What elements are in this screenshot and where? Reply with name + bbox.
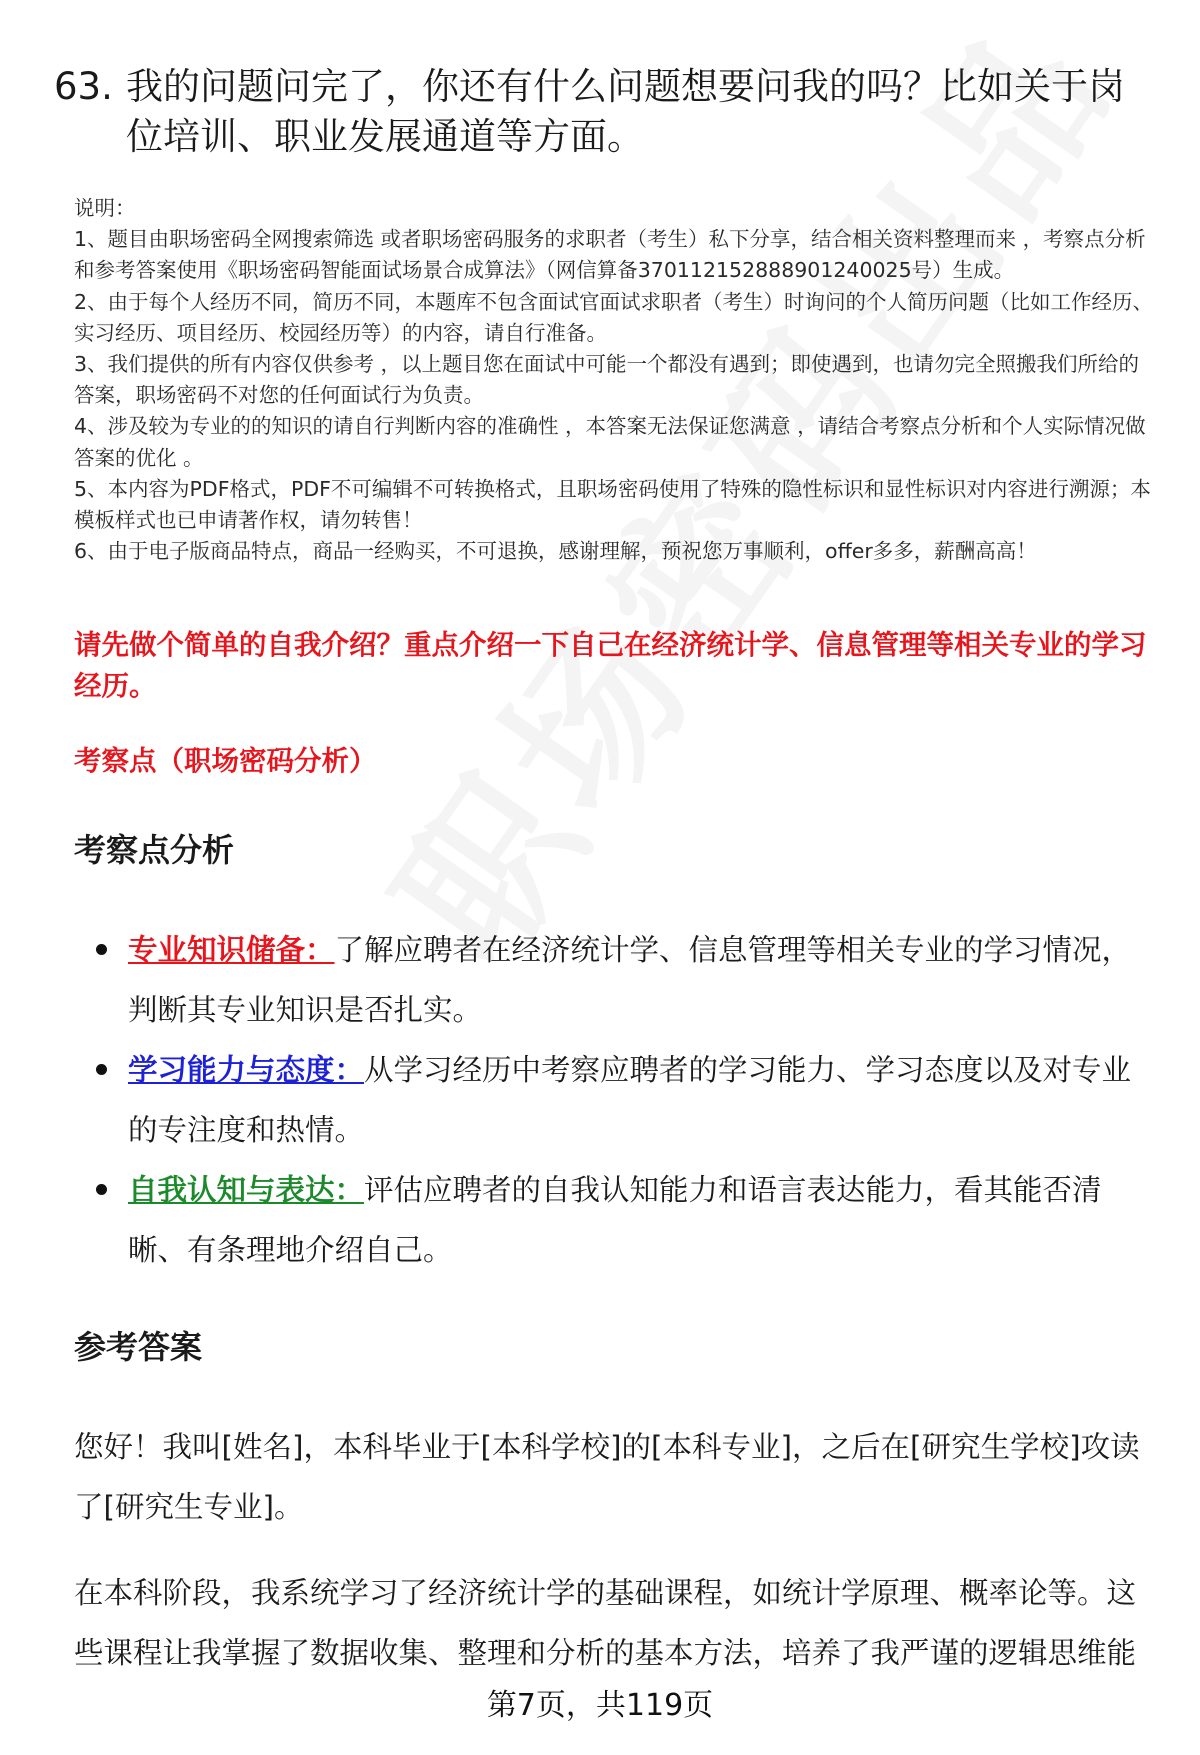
analysis-points [96, 920, 1156, 1280]
list-item [96, 1040, 1156, 1160]
question-title [54, 62, 1154, 162]
bullet-icon [96, 1064, 107, 1075]
analysis-heading: 考察点分析 [74, 831, 235, 869]
point-text: 了解应聘者在经济统计学、信息管理等相关专业的学习情况，判断其专业知识是否扎实。 [128, 933, 1132, 1027]
list-item [96, 920, 1156, 1040]
point-key: 专业知识储备： [128, 933, 335, 967]
page-number: 第7页，共119页 [486, 1688, 714, 1723]
note-item: 4、涉及较为专业的的知识的请自行判断内容的准确性 ，本答案无法保证您满意 ，请结合考察点分析和个人实际情况做答案的优化 。 [74, 414, 1146, 470]
note-item: 2、由于每个人经历不同，简历不同，本题库不包含面试官面试求职者（考生）时询问的个人简历问题（比如工作经历、实习经历、项目经历、校园经历等）的内容，请自行准备。 [74, 289, 1154, 345]
notes-heading: 说明： [74, 196, 136, 220]
answer-paragraph: 您好！我叫[姓名]，本科毕业于[本科学校]的[本科专业]，之后在[研究生学校]攻读了[研究生专业]。 [74, 1430, 1140, 1524]
point-key: 自我认知与表达： [128, 1173, 365, 1207]
point-text: 评估应聘者的自我认知能力和语言表达能力，看其能否清晰、有条理地介绍自己。 [128, 1173, 1102, 1267]
analysis-subheading: 考察点（职场密码分析） [74, 745, 377, 777]
bullet-icon [96, 944, 107, 955]
note-item: 3、我们提供的所有内容仅供参考 ，以上题目您在面试中可能一个都没有遇到；即使遇到，也请勿完全照搬我们所给的答案，职场密码不对您的任何面试行为负责。 [74, 352, 1140, 408]
note-item: 5、本内容为PDF格式，PDF不可编辑不可转换格式，且职场密码使用了特殊的隐性标识和显性标识对内容进行溯源；本模板样式也已申请著作权，请勿转售！ [74, 476, 1151, 533]
point-text: 从学习经历中考察应聘者的学习能力、学习态度以及对专业的专注度和热情。 [128, 1053, 1132, 1147]
interview-question: 请先做个简单的自我介绍？重点介绍一下自己在经济统计学、信息管理等相关专业的学习经历。 [74, 629, 1147, 702]
list-item [96, 1160, 1156, 1280]
notes-block [74, 193, 1159, 567]
answer-heading: 参考答案 [74, 1328, 203, 1366]
question-text: 我的问题问完了，你还有什么问题想要问我的吗？比如关于岗位培训、职业发展通道等方面。 [126, 65, 1125, 158]
bullet-icon [96, 1184, 107, 1195]
point-key: 学习能力与态度： [128, 1053, 365, 1087]
note-item: 6、由于电子版商品特点，商品一经购买，不可退换，感谢理解，预祝您万事顺利，offer多多，薪酬高高！ [74, 539, 1037, 564]
note-item: 1、题目由职场密码全网搜索筛选 或者职场密码服务的求职者（考生）私下分享，结合相关资料整理而来 ，考察点分析和参考答案使用《职场密码智能面试场景合成算法》（网信算备370112152888901240025号）生成。 [74, 227, 1146, 283]
answer-paragraph: 在本科阶段，我系统学习了经济统计学的基础课程，如统计学原理、概率论等。这些课程让我掌握了数据收集、整理和分析的基本方法，培养了我严谨的逻辑思维能 [74, 1576, 1137, 1670]
question-number: 63. [54, 65, 113, 108]
